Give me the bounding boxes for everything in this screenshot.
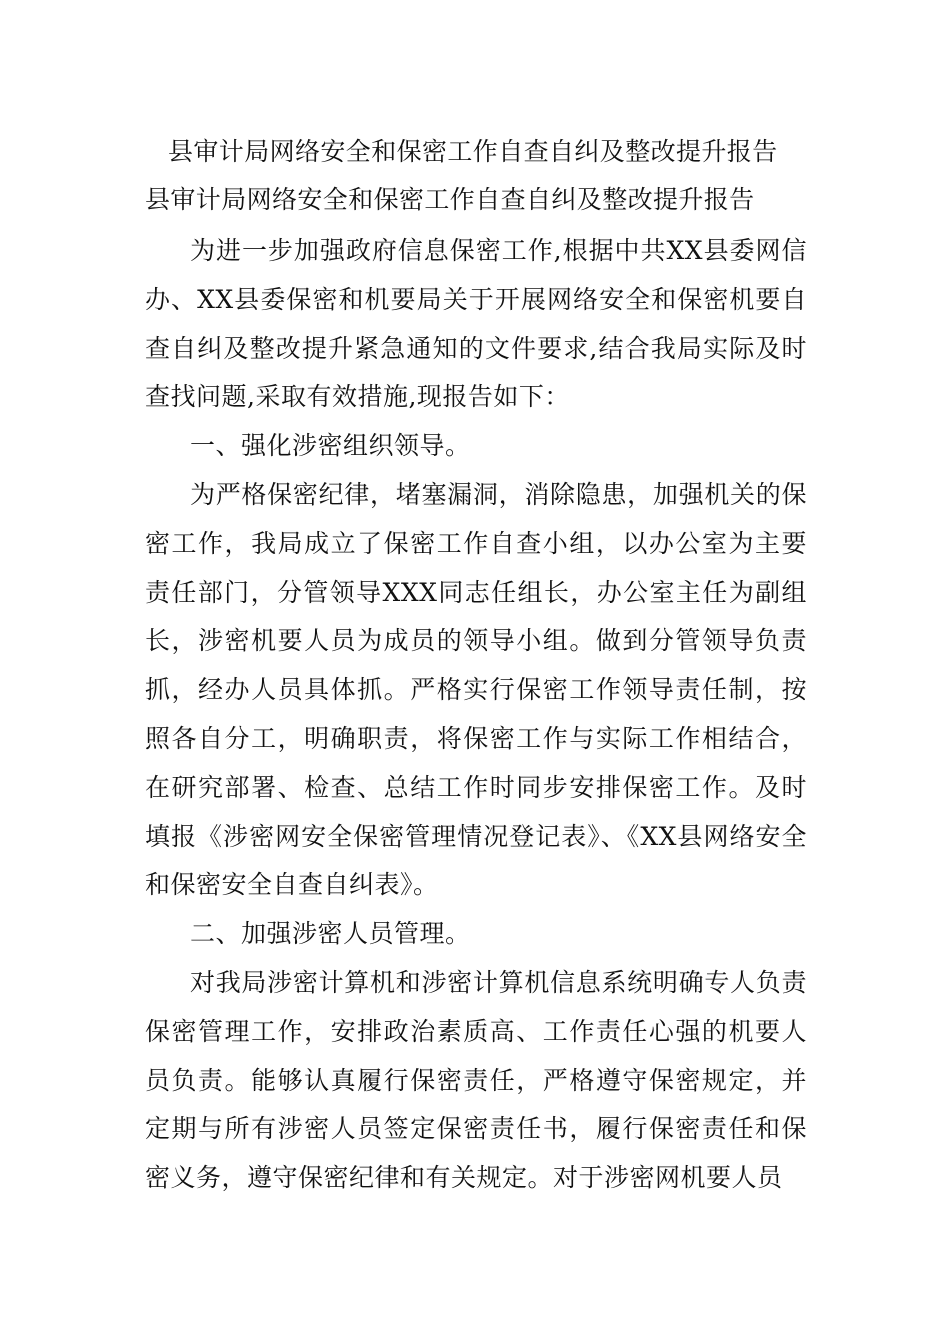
paragraph-section-2: 对我局涉密计算机和涉密计算机信息系统明确专人负责保密管理工作，安排政治素质高、工作责任心强的机要人员负责。能够认真履行保密责任，严格遵守保密规定，并定期与所有涉密人员签定保密责任书，履行保密责任和保密义务，遵守保密纪律和有关规定。对于涉密网机要人员: [145, 967, 807, 1193]
section-heading-1: 一、强化涉密组织领导。: [190, 431, 471, 461]
paragraph-intro: 为进一步加强政府信息保密工作,根据中共XX县委网信办、XX县委保密和机要局关于开展网络安全和保密机要自查自纠及整改提升紧急通知的文件要求,结合我局实际及时查找问题,采取有效措施,现报告如下：: [145, 236, 807, 412]
document-subtitle: 县审计局网络安全和保密工作自查自纠及整改提升报告: [145, 185, 755, 214]
paragraph-section-1: 为严格保密纪律，堵塞漏洞，消除隐患，加强机关的保密工作，我局成立了保密工作自查小组，以办公室为主要责任部门，分管领导XXX同志任组长，办公室主任为副组长，涉密机要人员为成员的领导小组。做到分管领导负责抓，经办人员具体抓。严格实行保密工作领导责任制，按照各自分工，明确职责，将保密工作与实际工作相结合，在研究部署、检查、总结工作时同步安排保密工作。及时填报《涉密网安全保密管理情况登记表》、《XX县网络安全和保密安全自查自纠表》。: [145, 479, 807, 900]
document-title: 县审计局网络安全和保密工作自查自纠及整改提升报告: [168, 137, 778, 166]
section-heading-2: 二、加强涉密人员管理。: [190, 919, 471, 949]
document-body: [145, 128, 807, 1203]
